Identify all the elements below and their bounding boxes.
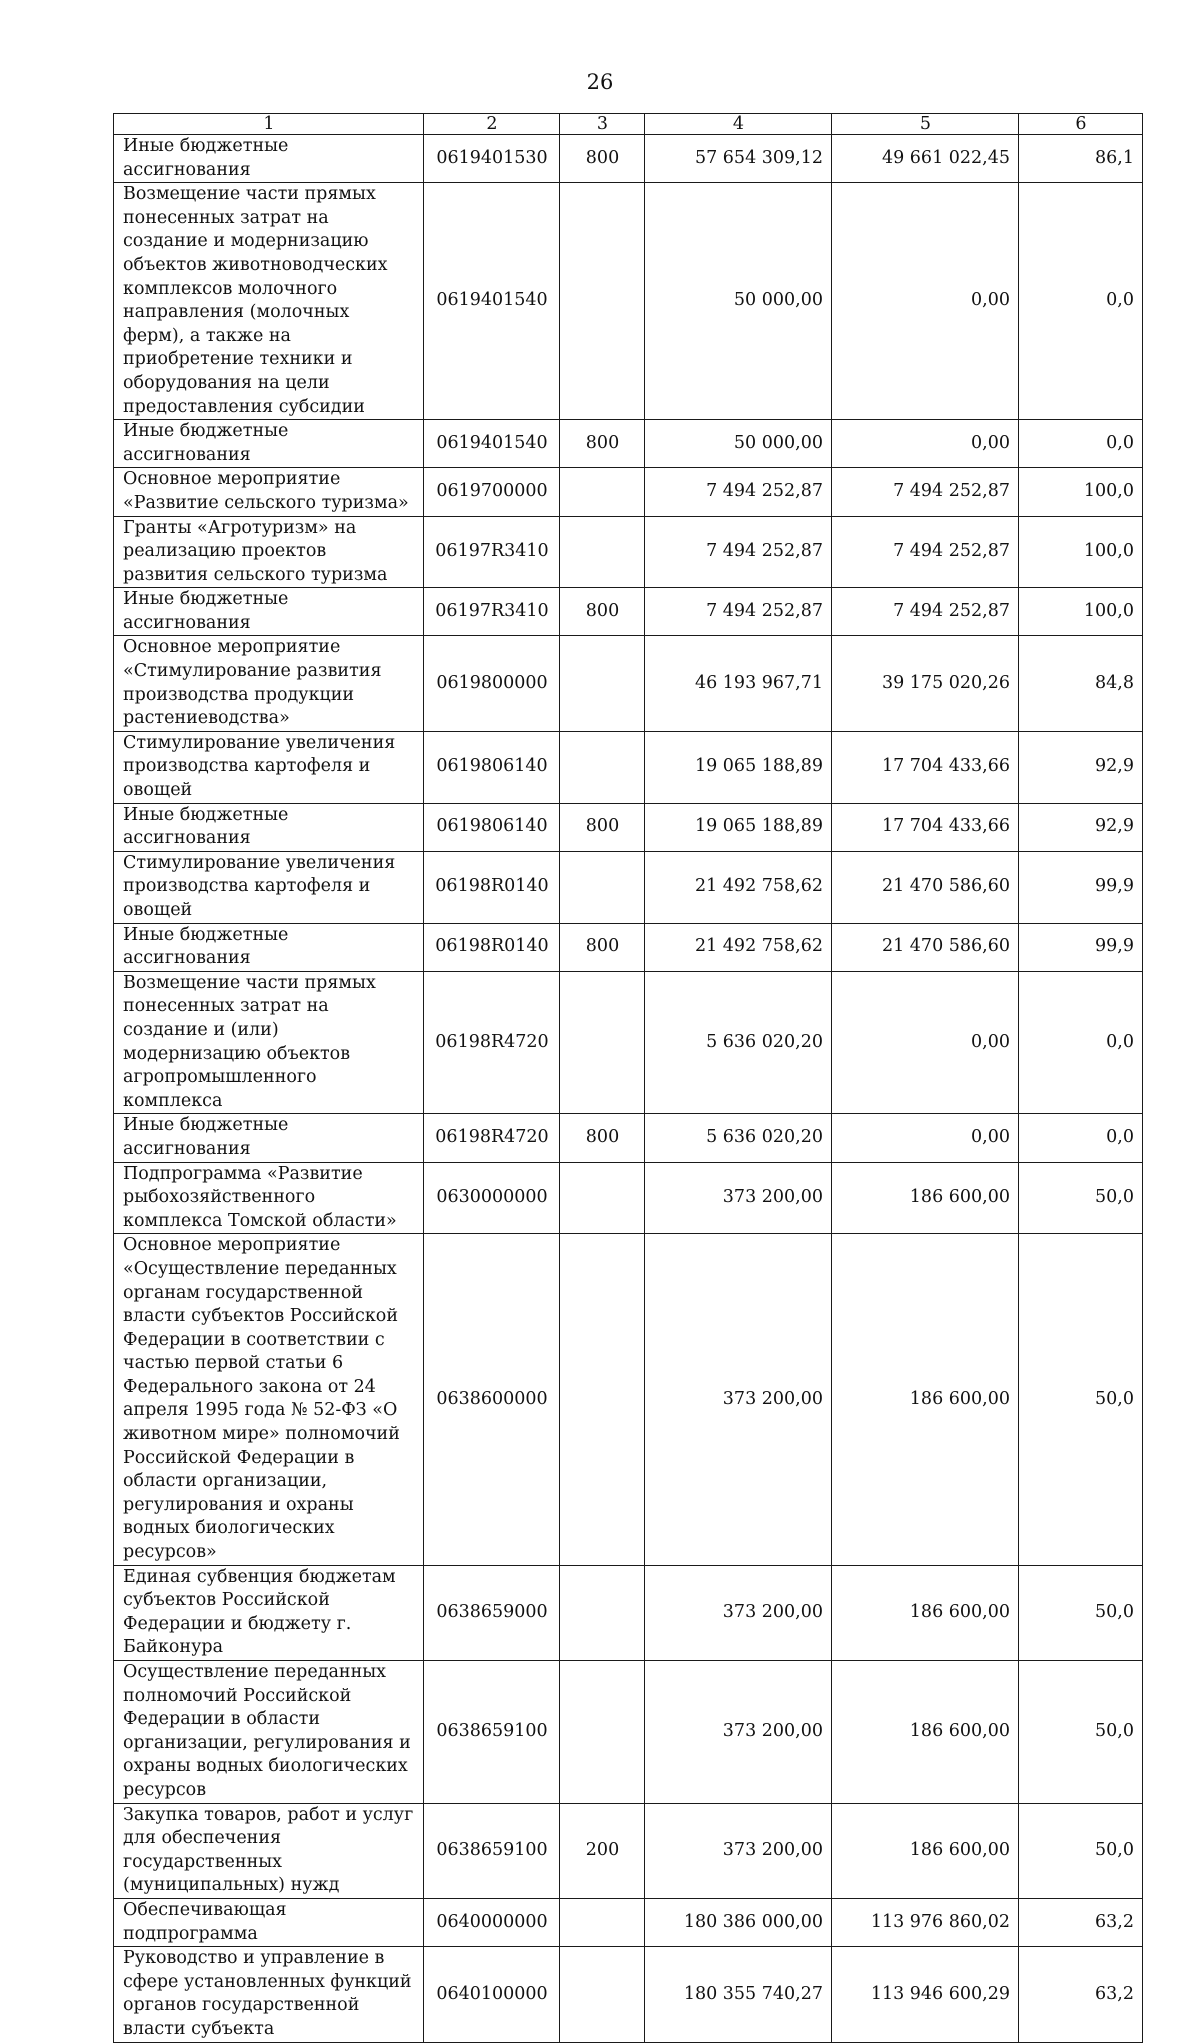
row-actual-amount: 21 470 586,60 bbox=[832, 851, 1019, 923]
table-row bbox=[114, 135, 1143, 183]
row-execution-percent: 63,2 bbox=[1019, 1947, 1143, 2042]
column-header: 6 bbox=[1019, 114, 1143, 135]
row-code: 06197R3410 bbox=[424, 516, 560, 588]
row-name: Руководство и управление в сфере установленных функций органов государственной власти субъекта bbox=[114, 1947, 424, 2042]
table-row bbox=[114, 971, 1143, 1114]
row-actual-amount: 17 704 433,66 bbox=[832, 803, 1019, 851]
row-planned-amount: 373 200,00 bbox=[645, 1661, 832, 1804]
row-actual-amount: 186 600,00 bbox=[832, 1803, 1019, 1898]
row-planned-amount: 180 355 740,27 bbox=[645, 1947, 832, 2042]
row-actual-amount: 0,00 bbox=[832, 971, 1019, 1114]
row-actual-amount: 186 600,00 bbox=[832, 1565, 1019, 1660]
row-actual-amount: 17 704 433,66 bbox=[832, 731, 1019, 803]
column-header: 5 bbox=[832, 114, 1019, 135]
row-name: Гранты «Агротуризм» на реализацию проектов развития сельского туризма bbox=[114, 516, 424, 588]
row-planned-amount: 180 386 000,00 bbox=[645, 1898, 832, 1946]
row-name: Закупка товаров, работ и услуг для обеспечения государственных (муниципальных) нужд bbox=[114, 1803, 424, 1898]
row-actual-amount: 7 494 252,87 bbox=[832, 516, 1019, 588]
row-actual-amount: 21 470 586,60 bbox=[832, 923, 1019, 971]
row-planned-amount: 50 000,00 bbox=[645, 420, 832, 468]
column-header: 4 bbox=[645, 114, 832, 135]
table-row bbox=[114, 516, 1143, 588]
table-row bbox=[114, 1234, 1143, 1565]
row-code: 0619806140 bbox=[424, 731, 560, 803]
row-name: Иные бюджетные ассигнования bbox=[114, 588, 424, 636]
row-name: Иные бюджетные ассигнования bbox=[114, 135, 424, 183]
row-execution-percent: 92,9 bbox=[1019, 731, 1143, 803]
row-actual-amount: 7 494 252,87 bbox=[832, 468, 1019, 516]
row-actual-amount: 186 600,00 bbox=[832, 1234, 1019, 1565]
row-actual-amount: 0,00 bbox=[832, 1114, 1019, 1162]
row-planned-amount: 373 200,00 bbox=[645, 1162, 832, 1234]
row-name: Основное мероприятие «Осуществление переданных органам государственной власти субъектов Российской Федерации в соответствии с частью первой статьи 6 Федерального закона от 24 апреля 1995 года № 52-ФЗ «О животном мире» полномочий Российской Федерации в области организации, регулирования и охраны водных биологических ресурсов» bbox=[114, 1234, 424, 1565]
row-name: Осуществление переданных полномочий Российской Федерации в области организации, регулирования и охраны водных биологических ресурсов bbox=[114, 1661, 424, 1804]
row-name: Подпрограмма «Развитие рыбохозяйственного комплекса Томской области» bbox=[114, 1162, 424, 1234]
table-row bbox=[114, 636, 1143, 731]
row-execution-percent: 100,0 bbox=[1019, 588, 1143, 636]
row-planned-amount: 7 494 252,87 bbox=[645, 516, 832, 588]
table-row bbox=[114, 1661, 1143, 1804]
row-planned-amount: 7 494 252,87 bbox=[645, 468, 832, 516]
table-row bbox=[114, 1803, 1143, 1898]
row-planned-amount: 373 200,00 bbox=[645, 1565, 832, 1660]
row-planned-amount: 50 000,00 bbox=[645, 183, 832, 420]
row-name: Стимулирование увеличения производства картофеля и овощей bbox=[114, 851, 424, 923]
row-actual-amount: 0,00 bbox=[832, 183, 1019, 420]
row-expense-kind bbox=[560, 1234, 645, 1565]
row-execution-percent: 50,0 bbox=[1019, 1661, 1143, 1804]
budget-table bbox=[113, 113, 1143, 2043]
row-code: 0640100000 bbox=[424, 1947, 560, 2042]
row-code: 0619401540 bbox=[424, 420, 560, 468]
table-row bbox=[114, 1947, 1143, 2042]
row-planned-amount: 21 492 758,62 bbox=[645, 851, 832, 923]
row-execution-percent: 0,0 bbox=[1019, 1114, 1143, 1162]
row-execution-percent: 100,0 bbox=[1019, 516, 1143, 588]
column-header: 2 bbox=[424, 114, 560, 135]
row-expense-kind: 800 bbox=[560, 420, 645, 468]
row-execution-percent: 50,0 bbox=[1019, 1803, 1143, 1898]
row-expense-kind: 800 bbox=[560, 1114, 645, 1162]
row-code: 0638659100 bbox=[424, 1661, 560, 1804]
row-planned-amount: 373 200,00 bbox=[645, 1803, 832, 1898]
row-code: 0640000000 bbox=[424, 1898, 560, 1946]
row-planned-amount: 7 494 252,87 bbox=[645, 588, 832, 636]
row-name: Единая субвенция бюджетам субъектов Российской Федерации и бюджету г. Байконура bbox=[114, 1565, 424, 1660]
row-expense-kind bbox=[560, 1565, 645, 1660]
row-execution-percent: 50,0 bbox=[1019, 1565, 1143, 1660]
row-expense-kind bbox=[560, 731, 645, 803]
row-planned-amount: 46 193 967,71 bbox=[645, 636, 832, 731]
row-name: Иные бюджетные ассигнования bbox=[114, 803, 424, 851]
row-expense-kind bbox=[560, 468, 645, 516]
row-code: 0619700000 bbox=[424, 468, 560, 516]
row-actual-amount: 113 976 860,02 bbox=[832, 1898, 1019, 1946]
row-actual-amount: 113 946 600,29 bbox=[832, 1947, 1019, 2042]
row-expense-kind bbox=[560, 971, 645, 1114]
row-expense-kind bbox=[560, 1162, 645, 1234]
row-execution-percent: 0,0 bbox=[1019, 971, 1143, 1114]
table-row bbox=[114, 851, 1143, 923]
row-execution-percent: 99,9 bbox=[1019, 851, 1143, 923]
row-execution-percent: 92,9 bbox=[1019, 803, 1143, 851]
row-execution-percent: 84,8 bbox=[1019, 636, 1143, 731]
row-planned-amount: 21 492 758,62 bbox=[645, 923, 832, 971]
header-row bbox=[114, 114, 1143, 135]
row-code: 0619800000 bbox=[424, 636, 560, 731]
row-code: 0619806140 bbox=[424, 803, 560, 851]
row-actual-amount: 49 661 022,45 bbox=[832, 135, 1019, 183]
row-expense-kind bbox=[560, 1947, 645, 2042]
row-name: Основное мероприятие «Стимулирование развития производства продукции растениеводства» bbox=[114, 636, 424, 731]
table-row bbox=[114, 803, 1143, 851]
table-row bbox=[114, 923, 1143, 971]
row-execution-percent: 0,0 bbox=[1019, 420, 1143, 468]
table-row bbox=[114, 588, 1143, 636]
row-code: 0619401540 bbox=[424, 183, 560, 420]
row-actual-amount: 39 175 020,26 bbox=[832, 636, 1019, 731]
row-actual-amount: 186 600,00 bbox=[832, 1162, 1019, 1234]
column-header: 3 bbox=[560, 114, 645, 135]
row-expense-kind bbox=[560, 183, 645, 420]
row-execution-percent: 0,0 bbox=[1019, 183, 1143, 420]
row-code: 06198R4720 bbox=[424, 971, 560, 1114]
row-expense-kind: 800 bbox=[560, 588, 645, 636]
row-code: 0638659100 bbox=[424, 1803, 560, 1898]
row-execution-percent: 63,2 bbox=[1019, 1898, 1143, 1946]
row-expense-kind bbox=[560, 851, 645, 923]
row-code: 06197R3410 bbox=[424, 588, 560, 636]
table-row bbox=[114, 468, 1143, 516]
row-expense-kind bbox=[560, 516, 645, 588]
row-planned-amount: 5 636 020,20 bbox=[645, 971, 832, 1114]
row-code: 06198R0140 bbox=[424, 851, 560, 923]
row-name: Основное мероприятие «Развитие сельского туризма» bbox=[114, 468, 424, 516]
page-number: 26 bbox=[586, 70, 614, 94]
table-row bbox=[114, 1898, 1143, 1946]
table-row bbox=[114, 731, 1143, 803]
row-execution-percent: 100,0 bbox=[1019, 468, 1143, 516]
row-expense-kind: 800 bbox=[560, 923, 645, 971]
table-row bbox=[114, 1565, 1143, 1660]
row-name: Обеспечивающая подпрограмма bbox=[114, 1898, 424, 1946]
table-row bbox=[114, 183, 1143, 420]
row-code: 06198R4720 bbox=[424, 1114, 560, 1162]
row-expense-kind bbox=[560, 636, 645, 731]
row-name: Иные бюджетные ассигнования bbox=[114, 1114, 424, 1162]
row-code: 0638659000 bbox=[424, 1565, 560, 1660]
row-actual-amount: 7 494 252,87 bbox=[832, 588, 1019, 636]
table-body bbox=[114, 135, 1143, 2043]
row-code: 0630000000 bbox=[424, 1162, 560, 1234]
table-row bbox=[114, 1162, 1143, 1234]
row-name: Стимулирование увеличения производства картофеля и овощей bbox=[114, 731, 424, 803]
row-actual-amount: 186 600,00 bbox=[832, 1661, 1019, 1804]
row-execution-percent: 86,1 bbox=[1019, 135, 1143, 183]
row-expense-kind bbox=[560, 1661, 645, 1804]
row-name: Возмещение части прямых понесенных затрат на создание и модернизацию объектов животноводческих комплексов молочного направления (молочных ферм), а также на приобретение техники и оборудования на цели предоставления субсидии bbox=[114, 183, 424, 420]
row-planned-amount: 373 200,00 bbox=[645, 1234, 832, 1565]
row-expense-kind: 800 bbox=[560, 135, 645, 183]
table-row bbox=[114, 1114, 1143, 1162]
row-name: Возмещение части прямых понесенных затрат на создание и (или) модернизацию объектов агропромышленного комплекса bbox=[114, 971, 424, 1114]
row-planned-amount: 57 654 309,12 bbox=[645, 135, 832, 183]
row-code: 0638600000 bbox=[424, 1234, 560, 1565]
table-row bbox=[114, 420, 1143, 468]
row-expense-kind: 800 bbox=[560, 803, 645, 851]
column-header: 1 bbox=[114, 114, 424, 135]
row-execution-percent: 99,9 bbox=[1019, 923, 1143, 971]
row-name: Иные бюджетные ассигнования bbox=[114, 923, 424, 971]
row-planned-amount: 19 065 188,89 bbox=[645, 803, 832, 851]
row-expense-kind: 200 bbox=[560, 1803, 645, 1898]
row-expense-kind bbox=[560, 1898, 645, 1946]
row-execution-percent: 50,0 bbox=[1019, 1234, 1143, 1565]
row-planned-amount: 5 636 020,20 bbox=[645, 1114, 832, 1162]
row-actual-amount: 0,00 bbox=[832, 420, 1019, 468]
row-execution-percent: 50,0 bbox=[1019, 1162, 1143, 1234]
row-code: 06198R0140 bbox=[424, 923, 560, 971]
row-name: Иные бюджетные ассигнования bbox=[114, 420, 424, 468]
row-planned-amount: 19 065 188,89 bbox=[645, 731, 832, 803]
row-code: 0619401530 bbox=[424, 135, 560, 183]
